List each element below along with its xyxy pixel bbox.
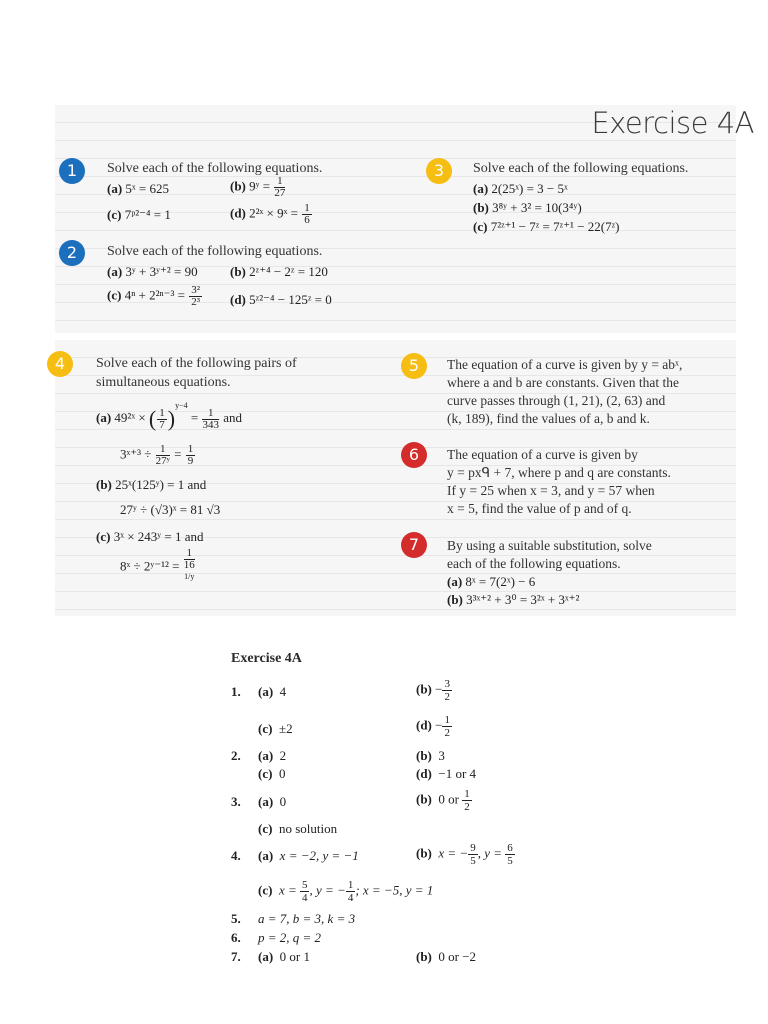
numerator: 1 xyxy=(304,202,310,214)
label-b: (b) xyxy=(416,845,432,861)
q1-part-a xyxy=(107,181,169,197)
denominator: 9 xyxy=(187,455,194,467)
answer-7b xyxy=(416,949,476,965)
answer-2b xyxy=(416,748,445,764)
label-a: (a) xyxy=(107,264,123,279)
q2-b-text: 2ᶻ⁺⁴ − 2ᶻ = 120 xyxy=(249,264,328,279)
label-b: (b) xyxy=(96,477,112,492)
q5-text xyxy=(447,356,682,428)
numerator: 1 xyxy=(187,443,194,455)
q1-part-c xyxy=(107,207,171,223)
q3-c-text: 7²ᶻ⁺¹ − 7ᶻ = 7ᶻ⁺¹ − 22(7ᶻ) xyxy=(490,219,620,234)
denominator: 343 xyxy=(202,418,219,431)
answer-value: 0 or −2 xyxy=(438,949,477,964)
q4-part-c2 xyxy=(120,548,196,587)
denominator: 2 xyxy=(464,801,470,813)
answer-number-6: 6. xyxy=(231,930,241,945)
q7-line: By using a suitable substitution, solve xyxy=(447,538,652,553)
label-b: (b) xyxy=(230,178,246,194)
equals: = xyxy=(174,446,182,462)
numerator: 1 xyxy=(159,406,165,419)
q1-b-text: 9ʸ = xyxy=(249,178,271,194)
label-c: (c) xyxy=(107,287,122,303)
q2-part-b xyxy=(230,264,328,280)
sign: − xyxy=(435,717,443,733)
q2-c-text: 4ⁿ + 2²ⁿ⁻³ = xyxy=(124,287,185,303)
answer-3a xyxy=(258,794,286,810)
label-c: (c) xyxy=(107,207,122,222)
label-a: (a) xyxy=(96,410,112,425)
label-b: (b) xyxy=(416,748,432,763)
q2-c-fraction xyxy=(189,285,202,308)
denominator: 27ʸ xyxy=(155,455,170,467)
answer-4b xyxy=(416,842,515,867)
q3-part-b xyxy=(473,200,582,216)
label-b: (b) xyxy=(416,949,432,964)
numerator: 1 xyxy=(156,444,170,456)
denominator: 2 xyxy=(444,691,450,703)
equals: = xyxy=(190,410,199,425)
q4-a1-paren-fraction xyxy=(157,408,167,431)
q5-line: curve passes through (1, 21), (2, 63) and xyxy=(447,393,666,408)
answer-value: , y = − xyxy=(309,882,346,898)
question-badge-7: 7 xyxy=(401,532,427,558)
denominator: 2 xyxy=(444,727,450,739)
denominator: 5 xyxy=(507,855,513,867)
numerator: 1 xyxy=(464,788,470,800)
q4-part-b2: 27ʸ ÷ (√3)ˣ = 81 √3 xyxy=(120,502,221,517)
numerator: 9 xyxy=(470,842,476,854)
q6-line: If y = 25 when x = 3, and y = 57 when xyxy=(447,483,655,498)
answer-value: x = − xyxy=(438,845,469,861)
q3-instruction: Solve each of the following equations. xyxy=(473,161,689,176)
denominator: 27 xyxy=(274,187,286,199)
label-b: (b) xyxy=(473,200,489,215)
numerator: 1 xyxy=(274,176,285,188)
q4-instruction-line2: simultaneous equations. xyxy=(96,375,231,390)
denominator: 5 xyxy=(470,855,476,867)
answer-number-5: 5. xyxy=(231,911,241,926)
label-a: (a) xyxy=(258,794,274,809)
answer-value: 2 xyxy=(279,748,287,763)
answer-value: x = xyxy=(278,882,297,898)
answer-1c xyxy=(258,721,293,737)
answer-value: no solution xyxy=(278,821,338,836)
q6-line: The equation of a curve is given by xyxy=(447,447,638,462)
sign: − xyxy=(435,681,443,697)
answer-3b xyxy=(416,788,472,813)
answer-1a xyxy=(258,684,286,700)
answer-value: 0 xyxy=(278,766,286,781)
answer-2d xyxy=(416,766,476,782)
q4-a1-exponent: y−4 xyxy=(175,401,188,410)
answers-title: Exercise 4A xyxy=(231,651,302,666)
label-c: (c) xyxy=(258,882,273,898)
answer-value: ±2 xyxy=(278,721,293,736)
answer-4c xyxy=(258,879,433,904)
denominator-exponent: 1/y xyxy=(184,572,195,581)
q5-line: The equation of a curve is given by y = abˣ, xyxy=(447,357,683,372)
page-title: Exercise 4A xyxy=(591,106,754,140)
answer-value: x = −2, y = −1 xyxy=(279,848,359,863)
denominator-base: 16 xyxy=(183,559,195,571)
q4-part-a2 xyxy=(120,444,196,467)
q7-a-text: 8ˣ = 7(2ˣ) − 6 xyxy=(465,574,536,589)
q1-d-fraction xyxy=(302,203,312,226)
q1-b-fraction xyxy=(274,176,285,199)
q2-instruction: Solve each of the following equations. xyxy=(107,244,323,259)
q6-line: y = pxᑫ + 7, where p and q are constants. xyxy=(447,465,671,480)
q5-line: where a and b are constants. Given that the xyxy=(447,375,680,390)
label-c: (c) xyxy=(258,766,273,781)
paren-close: ) xyxy=(167,406,176,432)
q1-a-text: 5ˣ = 625 xyxy=(125,181,170,196)
q4-a2-fraction2 xyxy=(186,444,196,467)
denominator: 7 xyxy=(159,418,165,431)
paren-open: ( xyxy=(148,406,157,432)
q7-part-a xyxy=(447,574,535,590)
answer-6: p = 2, q = 2 xyxy=(258,930,322,945)
answer-2c xyxy=(258,766,285,782)
label-a: (a) xyxy=(258,748,274,763)
question-badge-6: 6 xyxy=(401,442,427,468)
q4-c1-text: 3ˣ × 243ʸ = 1 and xyxy=(113,529,204,544)
answer-number-3: 3. xyxy=(231,794,241,809)
answer-fraction xyxy=(442,678,452,703)
q6-text xyxy=(447,446,671,518)
q4-part-c1 xyxy=(96,529,204,545)
q3-part-c xyxy=(473,219,620,235)
q4-a2-fraction1 xyxy=(156,444,170,467)
label-d: (d) xyxy=(230,292,246,307)
answer-value: ; x = −5, y = 1 xyxy=(355,882,434,898)
question-badge-4: 4 xyxy=(47,351,73,377)
question-badge-5: 5 xyxy=(401,353,427,379)
answer-5: a = 7, b = 3, k = 3 xyxy=(258,911,356,926)
label-a: (a) xyxy=(258,949,274,964)
q1-part-b xyxy=(230,176,286,199)
label-a: (a) xyxy=(447,574,463,589)
q6-line: x = 5, find the value of p and of q. xyxy=(447,501,632,516)
label-b: (b) xyxy=(416,681,432,697)
answer-fraction-2 xyxy=(346,879,356,904)
label-c: (c) xyxy=(96,529,111,544)
answer-fraction xyxy=(462,788,472,813)
answer-fraction-2 xyxy=(505,842,515,867)
answer-fraction xyxy=(442,714,452,739)
question-badge-1: 1 xyxy=(59,158,85,184)
q4-c2-fraction xyxy=(184,548,195,587)
numerator: 6 xyxy=(507,842,513,854)
q2-part-c xyxy=(107,285,203,308)
label-b: (b) xyxy=(447,592,463,607)
answer-value: 3 xyxy=(438,748,445,763)
q4-a1-fraction xyxy=(202,408,219,431)
answer-2a xyxy=(258,748,286,764)
q4-part-b1 xyxy=(96,477,206,493)
numerator: 1 xyxy=(444,714,450,726)
denominator xyxy=(184,560,195,587)
denominator: 4 xyxy=(301,892,308,904)
answer-value: 4 xyxy=(279,684,287,699)
denominator: 6 xyxy=(304,214,310,226)
numerator: 3² xyxy=(191,284,201,296)
answer-4a xyxy=(258,848,359,864)
and-text: and xyxy=(223,410,242,425)
q1-d-text: 2²ˣ × 9ˣ = xyxy=(249,205,298,221)
numerator: 5 xyxy=(301,879,308,891)
answer-1d xyxy=(416,714,452,739)
q1-part-d xyxy=(230,203,313,226)
q4-a1-text: 49²ˣ × xyxy=(114,410,146,425)
answer-value: 0 or xyxy=(438,791,459,807)
q7-text xyxy=(447,537,652,573)
label-d: (d) xyxy=(416,717,432,733)
answer-number-7: 7. xyxy=(231,949,241,964)
label-a: (a) xyxy=(107,181,123,196)
answer-value: −1 or 4 xyxy=(438,766,477,781)
label-d: (d) xyxy=(416,766,432,781)
label-c: (c) xyxy=(258,821,273,836)
answer-number-1: 1. xyxy=(231,684,241,699)
q4-a2-text: 3ˣ⁺³ ÷ xyxy=(120,446,152,462)
answer-value: 0 or 1 xyxy=(279,949,311,964)
numerator: 1 xyxy=(184,548,195,560)
answer-1b xyxy=(416,678,452,703)
q4-c2-text: 8ˣ ÷ 2ʸ⁻¹² = xyxy=(120,558,180,574)
answer-value: 0 xyxy=(279,794,287,809)
denominator: 2³ xyxy=(191,296,201,308)
label-c: (c) xyxy=(258,721,273,736)
q1-c-text: 7ᵖ²⁻⁴ = 1 xyxy=(124,207,171,222)
numerator: 1 xyxy=(347,879,354,891)
q2-part-a xyxy=(107,264,198,280)
answer-number-4: 4. xyxy=(231,848,241,863)
q2-a-text: 3ʸ + 3ʸ⁺² = 90 xyxy=(125,264,198,279)
label-b: (b) xyxy=(230,264,246,279)
q2-d-text: 5ᶻ²⁻⁴ − 125ᶻ = 0 xyxy=(249,292,332,307)
label-a: (a) xyxy=(258,848,274,863)
q4-instruction-line1: Solve each of the following pairs of xyxy=(96,356,297,371)
q4-b1-text: 25ˣ(125ʸ) = 1 and xyxy=(115,477,207,492)
q4-part-a1 xyxy=(96,401,242,432)
q2-part-d xyxy=(230,292,332,308)
q7-line: each of the following equations. xyxy=(447,556,621,571)
q3-b-text: 3⁸ʸ + 3² = 10(3⁴ʸ) xyxy=(492,200,582,215)
answer-value: , y = xyxy=(477,845,503,861)
q5-line: (k, 189), find the values of a, b and k. xyxy=(447,411,650,426)
label-a: (a) xyxy=(258,684,274,699)
answer-fraction-1 xyxy=(468,842,478,867)
question-badge-2: 2 xyxy=(59,240,85,266)
label-d: (d) xyxy=(230,205,246,221)
q7-part-b xyxy=(447,592,579,608)
q3-part-a xyxy=(473,181,568,197)
label-c: (c) xyxy=(473,219,488,234)
q1-instruction: Solve each of the following equations. xyxy=(107,161,323,176)
question-badge-3: 3 xyxy=(426,158,452,184)
denominator: 4 xyxy=(347,892,354,904)
answer-3c xyxy=(258,821,337,837)
label-b: (b) xyxy=(416,791,432,807)
q7-b-text: 3³ˣ⁺² + 3⁰ = 3²ˣ + 3ˣ⁺² xyxy=(466,592,580,607)
answer-7a xyxy=(258,949,310,965)
label-a: (a) xyxy=(473,181,489,196)
q3-a-text: 2(25ˣ) = 3 − 5ˣ xyxy=(491,181,568,196)
answer-number-2: 2. xyxy=(231,748,241,763)
numerator: 1 xyxy=(202,408,219,420)
numerator: 3 xyxy=(444,678,450,690)
